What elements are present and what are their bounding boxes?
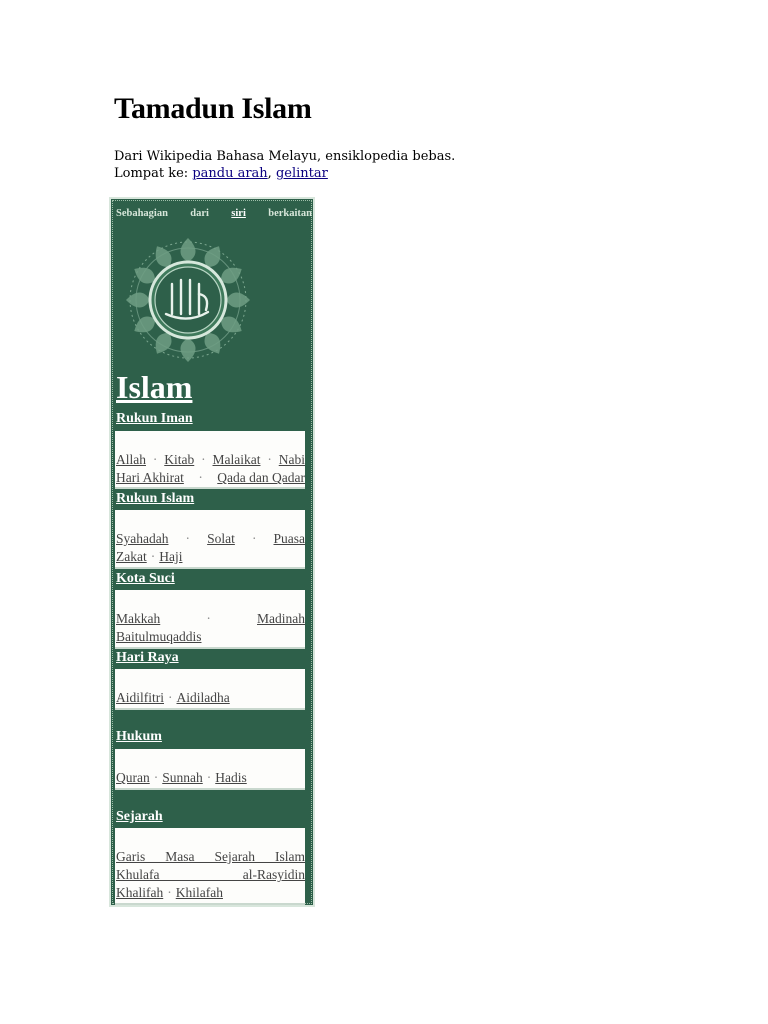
section-head-hari-raya[interactable]: Hari Raya	[116, 650, 179, 665]
link-quran[interactable]: Quran	[116, 770, 150, 785]
panel-row	[116, 769, 305, 787]
link-hadis[interactable]: Hadis	[215, 770, 247, 785]
section-panel-rukun-iman	[115, 431, 305, 489]
link-aidilfitri[interactable]: Aidilfitri	[116, 690, 164, 705]
link-malaikat[interactable]: Malaikat	[212, 452, 261, 467]
separator-dot: ·	[168, 690, 173, 705]
link-garis-masa-sejarah-islam[interactable]: Garis Masa Sejarah Islam	[116, 849, 305, 864]
link-nabi[interactable]: Nabi	[278, 452, 305, 467]
link-makkah[interactable]: Makkah	[116, 611, 161, 626]
link-sunnah[interactable]: Sunnah	[162, 770, 203, 785]
panel-row	[116, 848, 305, 866]
sidebar-caption	[116, 208, 312, 219]
link-syahadah[interactable]: Syahadah	[116, 531, 169, 546]
link-khilafah[interactable]: Khilafah	[175, 885, 223, 900]
separator-dot: ·	[251, 531, 257, 546]
link-allah[interactable]: Allah	[116, 452, 146, 467]
link-madinah[interactable]: Madinah	[257, 611, 305, 626]
source-line: Dari Wikipedia Bahasa Melayu, ensiklopedia bebas.	[114, 149, 456, 164]
section-head-kota-suci[interactable]: Kota Suci	[116, 571, 175, 586]
jump-link-navigation[interactable]: pandu arah	[192, 166, 268, 181]
islam-series-sidebar	[109, 197, 315, 907]
separator-dot: ·	[198, 470, 203, 485]
allah-calligraphy-emblem-icon	[123, 233, 253, 367]
link-khalifah[interactable]: Khalifah	[116, 885, 164, 900]
jump-separator: ,	[267, 166, 272, 181]
link-aidiladha[interactable]: Aidiladha	[176, 690, 230, 705]
panel-row	[116, 548, 305, 566]
link-solat[interactable]: Solat	[207, 531, 235, 546]
section-head-sejarah[interactable]: Sejarah	[116, 809, 163, 824]
section-head-hukum[interactable]: Hukum	[116, 729, 162, 744]
separator-dot: ·	[185, 531, 191, 546]
section-head-rukun-islam[interactable]: Rukun Islam	[116, 491, 195, 506]
caption-word: dari	[190, 208, 209, 219]
caption-link-series[interactable]: siri	[231, 208, 246, 219]
panel-row	[116, 884, 305, 902]
link-baitulmuqaddis[interactable]: Baitulmuqaddis	[116, 629, 202, 644]
section-panel-hari-raya	[115, 669, 305, 710]
separator-dot: ·	[150, 549, 156, 564]
link-zakat[interactable]: Zakat	[116, 549, 147, 564]
link-haji[interactable]: Haji	[159, 549, 183, 564]
section-panel-hukum	[115, 749, 305, 790]
separator-dot: ·	[152, 452, 158, 467]
section-panel-sejarah	[115, 828, 305, 905]
separator-dot: ·	[267, 452, 272, 467]
link-khulafa-al-rasyidin[interactable]: Khulafa al-Rasyidin	[116, 867, 305, 882]
caption-word: Sebahagian	[116, 208, 168, 219]
jump-label: Lompat ke:	[114, 166, 189, 181]
panel-row	[116, 530, 305, 548]
separator-dot: ·	[206, 770, 212, 785]
link-kitab[interactable]: Kitab	[164, 452, 195, 467]
sidebar-heading-islam[interactable]: Islam	[116, 369, 193, 405]
caption-word: berkaitan	[268, 208, 312, 219]
jump-line	[114, 166, 328, 181]
panel-row	[116, 628, 305, 646]
section-panel-rukun-islam	[115, 510, 305, 569]
panel-row	[116, 469, 305, 487]
section-panel-kota-suci	[115, 590, 305, 649]
panel-row	[116, 610, 305, 628]
panel-row	[116, 866, 305, 884]
page-title: Tamadun Islam	[114, 92, 312, 125]
link-puasa[interactable]: Puasa	[273, 531, 305, 546]
section-head-rukun-iman[interactable]: Rukun Iman	[116, 411, 193, 426]
panel-row	[116, 451, 305, 469]
jump-link-search[interactable]: gelintar	[275, 166, 328, 181]
link-qada-dan-qadar[interactable]: Qada dan Qadar	[217, 470, 305, 485]
separator-dot: ·	[206, 611, 211, 626]
separator-dot: ·	[167, 885, 172, 900]
separator-dot: ·	[201, 452, 206, 467]
panel-row	[116, 689, 305, 707]
separator-dot: ·	[153, 770, 159, 785]
link-hari-akhirat[interactable]: Hari Akhirat	[116, 470, 184, 485]
